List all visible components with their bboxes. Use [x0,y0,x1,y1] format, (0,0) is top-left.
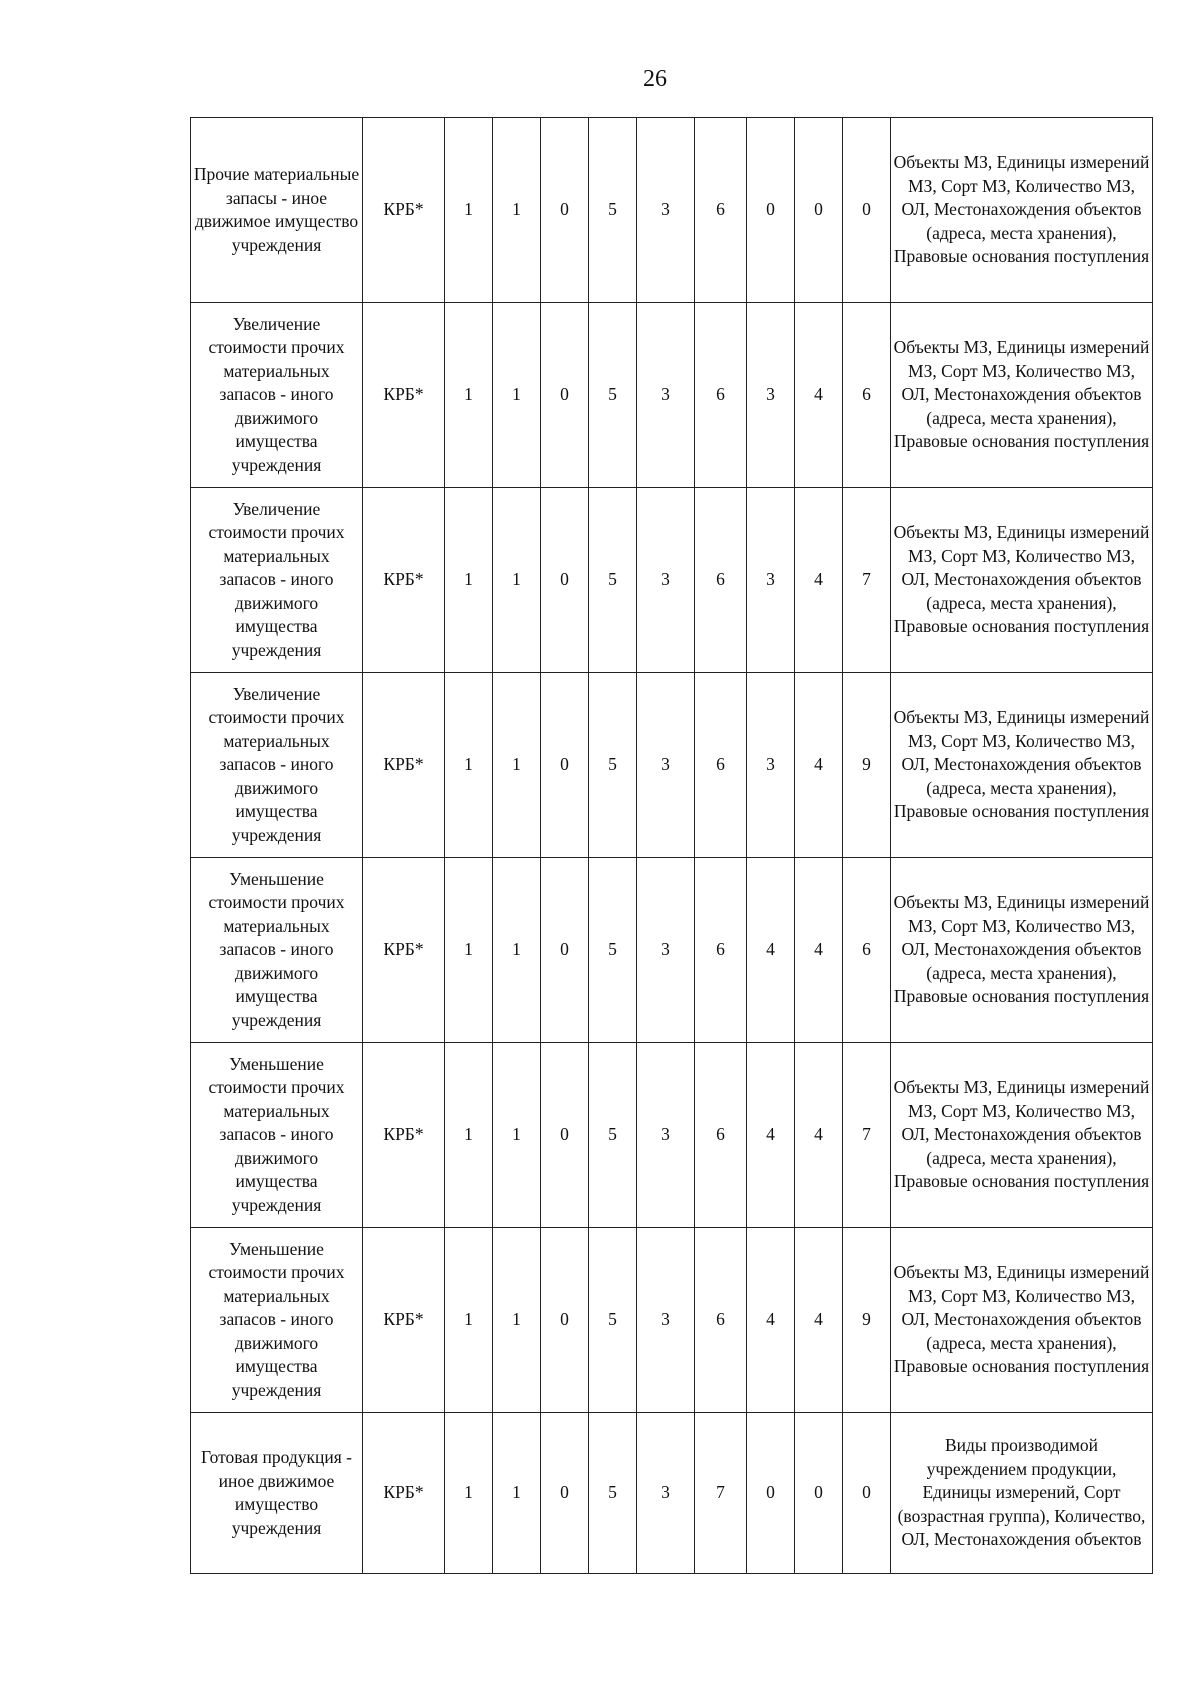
analytics-description: Объекты МЗ, Единицы измерений МЗ, Сорт МЗ, Количество МЗ, ОЛ, Местонахождения объектов (адреса, места хранения), Правовые основания поступления [891,858,1153,1043]
analytics-description: Объекты МЗ, Единицы измерений МЗ, Сорт МЗ, Количество МЗ, ОЛ, Местонахождения объектов (адреса, места хранения), Правовые основания поступления [891,303,1153,488]
analytics-description: Объекты МЗ, Единицы измерений МЗ, Сорт МЗ, Количество МЗ, ОЛ, Местонахождения объектов (адреса, места хранения), Правовые основания поступления [891,1228,1153,1413]
code-digit: 5 [589,488,637,673]
code-digit: 3 [637,303,695,488]
code-digit: 0 [843,118,891,303]
account-name: Увеличение стоимости прочих материальных запасов - иного движимого имущества учреждения [191,303,363,488]
account-code-prefix: КРБ* [363,488,445,673]
code-digit: 0 [541,1228,589,1413]
code-digit: 6 [843,303,891,488]
code-digit: 0 [541,858,589,1043]
analytics-description: Виды производимой учреждением продукции, Единицы измерений, Сорт (возрастная группа), Количество, ОЛ, Местонахождения объектов [891,1413,1153,1574]
code-digit: 4 [747,1228,795,1413]
code-digit: 0 [747,118,795,303]
code-digit: 6 [695,1043,747,1228]
code-digit: 4 [795,488,843,673]
analytics-description: Объекты МЗ, Единицы измерений МЗ, Сорт МЗ, Количество МЗ, ОЛ, Местонахождения объектов (адреса, места хранения), Правовые основания поступления [891,673,1153,858]
code-digit: 6 [695,673,747,858]
code-digit: 1 [493,118,541,303]
code-digit: 3 [747,673,795,858]
code-digit: 1 [493,1413,541,1574]
table-row [191,303,1153,488]
code-digit: 0 [747,1413,795,1574]
code-digit: 3 [637,858,695,1043]
code-digit: 1 [445,673,493,858]
analytics-description: Объекты МЗ, Единицы измерений МЗ, Сорт МЗ, Количество МЗ, ОЛ, Местонахождения объектов (адреса, места хранения), Правовые основания поступления [891,488,1153,673]
code-digit: 3 [747,303,795,488]
code-digit: 7 [843,1043,891,1228]
code-digit: 0 [541,488,589,673]
code-digit: 5 [589,858,637,1043]
code-digit: 6 [695,303,747,488]
code-digit: 1 [445,858,493,1043]
table-row [191,1228,1153,1413]
analytics-description: Объекты МЗ, Единицы измерений МЗ, Сорт МЗ, Количество МЗ, ОЛ, Местонахождения объектов (адреса, места хранения), Правовые основания поступления [891,118,1153,303]
code-digit: 6 [695,118,747,303]
account-name: Прочие материальные запасы - иное движимое имущество учреждения [191,118,363,303]
code-digit: 5 [589,673,637,858]
account-code-prefix: КРБ* [363,673,445,858]
code-digit: 4 [795,858,843,1043]
table-row [191,858,1153,1043]
code-digit: 3 [637,1228,695,1413]
code-digit: 7 [695,1413,747,1574]
code-digit: 3 [637,1413,695,1574]
accounts-table [190,117,1153,1574]
code-digit: 1 [445,1043,493,1228]
account-name: Уменьшение стоимости прочих материальных запасов - иного движимого имущества учреждения [191,858,363,1043]
code-digit: 0 [795,1413,843,1574]
account-code-prefix: КРБ* [363,118,445,303]
code-digit: 9 [843,673,891,858]
code-digit: 6 [695,488,747,673]
code-digit: 6 [695,858,747,1043]
code-digit: 1 [445,1413,493,1574]
code-digit: 6 [843,858,891,1043]
code-digit: 5 [589,303,637,488]
code-digit: 4 [795,303,843,488]
code-digit: 5 [589,1043,637,1228]
code-digit: 1 [493,1228,541,1413]
code-digit: 1 [493,1043,541,1228]
code-digit: 1 [445,303,493,488]
table-row [191,1413,1153,1574]
code-digit: 0 [541,118,589,303]
code-digit: 0 [541,1043,589,1228]
code-digit: 4 [795,1228,843,1413]
table-row [191,1043,1153,1228]
code-digit: 4 [747,858,795,1043]
code-digit: 4 [795,673,843,858]
code-digit: 7 [843,488,891,673]
code-digit: 1 [493,303,541,488]
code-digit: 3 [747,488,795,673]
code-digit: 3 [637,118,695,303]
analytics-description: Объекты МЗ, Единицы измерений МЗ, Сорт МЗ, Количество МЗ, ОЛ, Местонахождения объектов (адреса, места хранения), Правовые основания поступления [891,1043,1153,1228]
code-digit: 3 [637,1043,695,1228]
code-digit: 1 [445,118,493,303]
account-name: Готовая продукция - иное движимое имущество учреждения [191,1413,363,1574]
table-row [191,488,1153,673]
code-digit: 3 [637,488,695,673]
code-digit: 0 [541,1413,589,1574]
code-digit: 0 [795,118,843,303]
code-digit: 1 [445,1228,493,1413]
page-number: 26 [643,66,667,92]
account-name: Увеличение стоимости прочих материальных запасов - иного движимого имущества учреждения [191,488,363,673]
code-digit: 0 [541,673,589,858]
code-digit: 1 [445,488,493,673]
code-digit: 4 [795,1043,843,1228]
table-row [191,118,1153,303]
account-code-prefix: КРБ* [363,1043,445,1228]
account-code-prefix: КРБ* [363,1413,445,1574]
code-digit: 1 [493,488,541,673]
account-code-prefix: КРБ* [363,1228,445,1413]
table-row [191,673,1153,858]
code-digit: 5 [589,118,637,303]
code-digit: 5 [589,1413,637,1574]
code-digit: 9 [843,1228,891,1413]
code-digit: 0 [541,303,589,488]
account-name: Уменьшение стоимости прочих материальных запасов - иного движимого имущества учреждения [191,1043,363,1228]
code-digit: 4 [747,1043,795,1228]
code-digit: 5 [589,1228,637,1413]
account-code-prefix: КРБ* [363,303,445,488]
account-name: Уменьшение стоимости прочих материальных запасов - иного движимого имущества учреждения [191,1228,363,1413]
table-body [191,118,1153,1574]
code-digit: 1 [493,673,541,858]
code-digit: 0 [843,1413,891,1574]
account-name: Увеличение стоимости прочих материальных запасов - иного движимого имущества учреждения [191,673,363,858]
code-digit: 1 [493,858,541,1043]
code-digit: 3 [637,673,695,858]
account-code-prefix: КРБ* [363,858,445,1043]
code-digit: 6 [695,1228,747,1413]
